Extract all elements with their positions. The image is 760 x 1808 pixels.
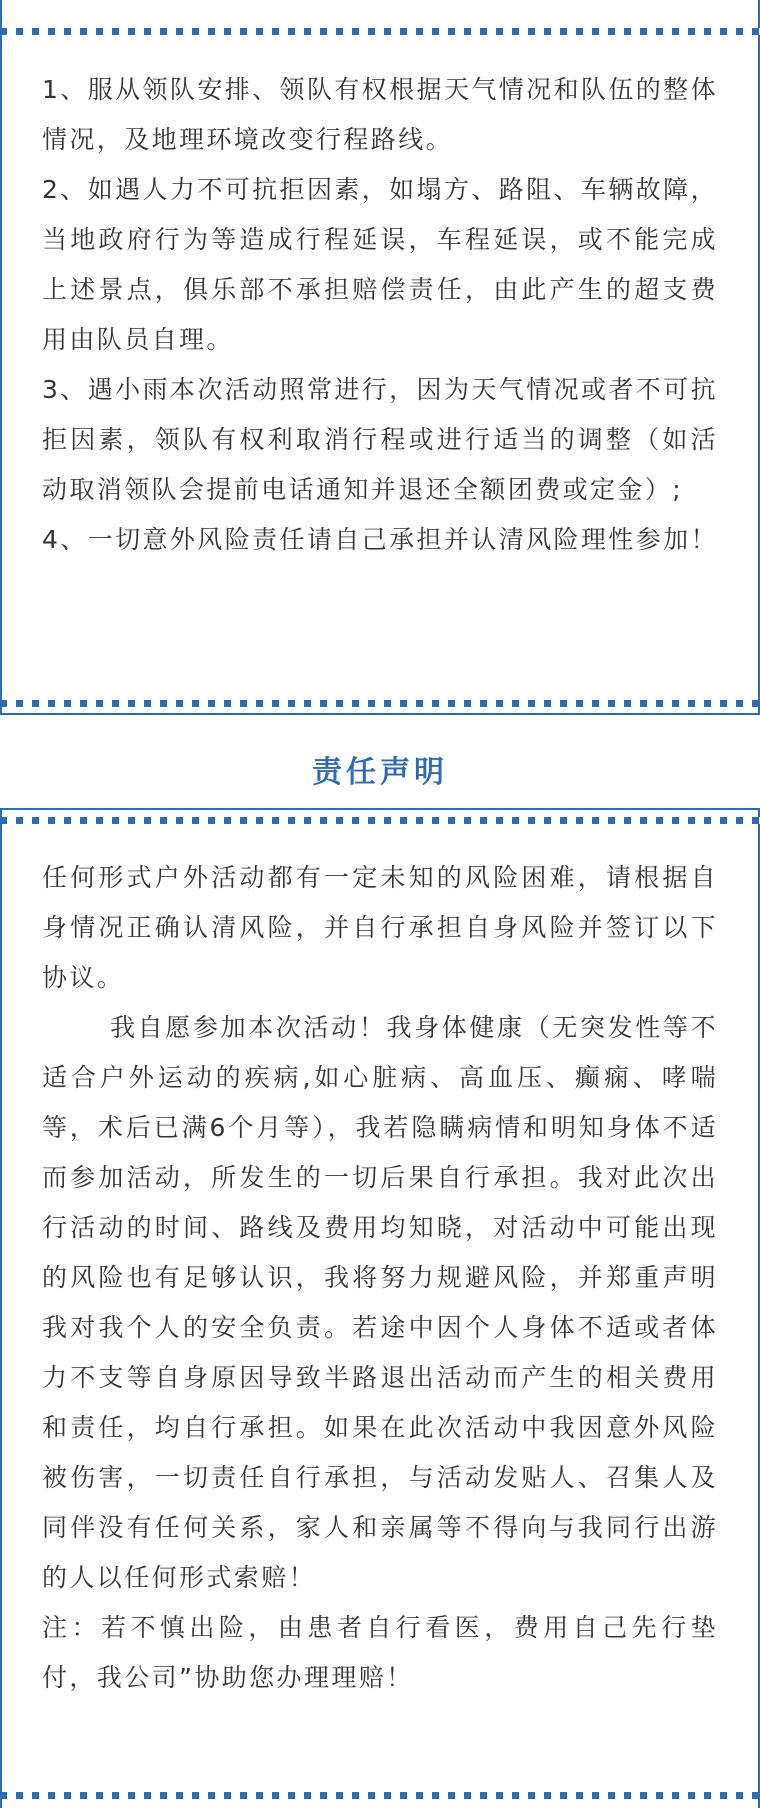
rule-item-2: 2、如遇人力不可抗拒因素，如塌方、路阻、车辆故障，当地政府行为等造成行程延误，车程延误，或不能完成上述景点，俱乐部不承担赔偿责任，由此产生的超支费用由队员自理。 [42,175,718,354]
disclaimer-box-bottom-border [0,1792,760,1799]
disclaimer-content [42,853,718,1703]
disclaimer-box-top-border [0,817,760,824]
rules-content [42,65,718,565]
rule-item-1: 1、服从领队安排、领队有权根据天气情况和队伍的整体情况，及地理环境改变行程路线。 [42,75,718,154]
disclaimer-declaration: 我自愿参加本次活动！我身体健康（无突发性等不适合户外运动的疾病,如心脏病、高血压、癫痫、哮喘等，术后已满6个月等），我若隐瞒病情和明知身体不适而参加活动，所发生的一切后果自行承担。我对此次出行活动的时间、路线及费用均知晓，对活动中可能出现的风险也有足够认识，我将努力规避风险，并郑重声明我对我个人的安全负责。若途中因个人身体不适或者体力不支等自身原因导致半路退出活动而产生的相关费用和责任，均自行承担。如果在此次活动中我因意外风险被伤害，一切责任自行承担，与活动发贴人、召集人及同伴没有任何关系，家人和亲属等不得向与我同行出游的人以任何形式索赔！ [42,1013,718,1592]
disclaimer-intro: 任何形式户外活动都有一定未知的风险困难，请根据自身情况正确认清风险，并自行承担自身风险并签订以下协议。 [42,863,718,992]
section-title: 责任声明 [312,755,448,790]
rule-item-4: 4、一切意外风险责任请自己承担并认清风险理性参加！ [42,525,718,554]
rules-box-bottom-line [0,713,760,715]
rule-item-3: 3、遇小雨本次活动照常进行，因为天气情况或者不可抗拒因素，领队有权利取消行程或进行适当的调整（如活动取消领队会提前电话通知并退还全额团费或定金）; [42,375,718,504]
rules-box-top-border [0,28,760,35]
rules-box-bottom-border [0,700,760,707]
disclaimer-note: 注：若不慎出险，由患者自行看医，费用自己先行垫付，我公司”协助您办理理赔！ [42,1613,718,1692]
